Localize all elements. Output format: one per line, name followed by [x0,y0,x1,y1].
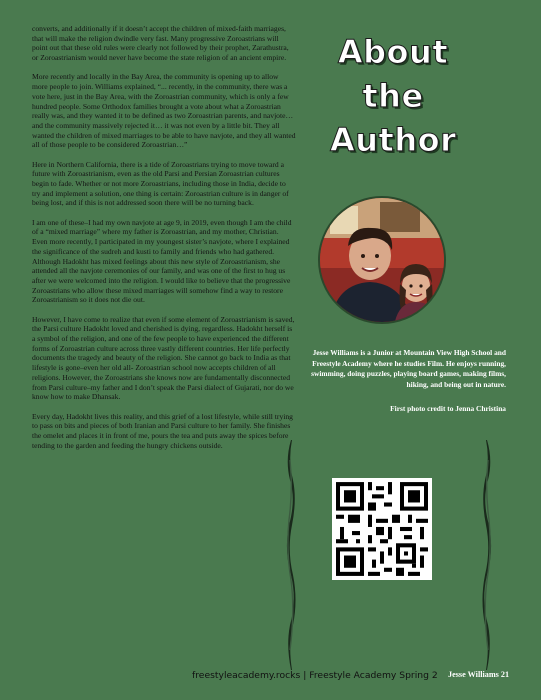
article-body [32,24,296,460]
photo-credit: First photo credit to Jenna Christina [390,404,506,413]
about-author-title [330,30,456,162]
article-paragraph: However, I have come to realize that even if some element of Zoroastrianism is saved, the Parsi culture Hadokht loved and cherished is dying, regardless. Hadokht herself is a symbol of the religion, and one of the few people to have experienced the different forms of Zoroastrian culture across three vastly different countries. Her life perfectly documents the tragedy and beauty of the religion. She cannot go back to India as that lifestyle is gone–even her old all- Zoroastrian school now accepts children of all religions. However, the Zoroastrians she knows now are fundamentally disconnected from Parsi culture–my father and I don’t speak the Parsi dialect of Gujarati, nor do we know how to make Dhansak. [32,314,295,402]
left-vine-decoration [284,440,298,670]
article-paragraph: Here in Northern California, there is a tide of Zoroastrians trying to move toward a future with Zoroastrianism, even as the old Parsi and Persian Zoroastrian cultures begin to fade. Whether or not more Zoroastrians, including those in India, decide to try and implement a solution, one thing is certain: Zoroastrian culture is in danger of being lost, and if this is not addressed soon there will be no turning back. [32,159,289,208]
footer-text: freestyleacademy.rocks | Freestyle Academy Spring 2 [192,670,438,681]
article-paragraph: More recently and locally in the Bay Area, the community is opening up to allow more people to join. Williams explained, “... recently, in the community, there was a vote here, just in the Bay Area, with the Zoroastrian community, which is only a few hundred people. Some Orthodox families brought a vote about what a Zoroastrian really was, and they wanted it to be defined as two Zoroastrian parents, and navjote…and the community massively rejected it… it was not even by a little bit. They all wanted the children of mixed marriages to be able to have navjote, and they all wanted all of those people to be considered Zoroastrian…” [32,72,296,150]
title-line: About [337,33,449,71]
right-vine-decoration [480,440,494,670]
article-paragraph: I am one of these–I had my own navjote at age 9, in 2019, even though I am the child of a “mixed marriage” where my father is Zoroastrian, and my mother, Christian. Even more recently, I participated in my youngest sister’s navjote, where I explained the significance of the sudreh and kusti to family and friends who had gathered. Although Hadokht has mixed feelings about this new style of Zoroastrianism, she attended all the navjote ceremonies of our family, and was one of the first to hug us after we were welcomed into the religion. I would like to believe that the progressive Zoroastrians who allow these mixed marriages will somehow find a way to restore Zoroastrianism so it does not die out. [32,217,292,305]
qr-code[interactable] [332,478,432,580]
footer-author-name: Jesse Williams 21 [448,670,510,679]
qr-code-icon [332,478,432,580]
title-line: the [362,77,424,115]
title-line: Author [330,121,457,159]
author-bio: Jesse Williams is a Junior at Mountain View High School and Freestyle Academy where he studies Film. He enjoys running, swimming, doing puzzles, playing board games, making films, hiking, and being out in nature. [311,348,506,389]
article-paragraph: Every day, Hadokht lives this reality, and this grief of a lost lifestyle, while still trying to pass on bits and pieces of both Iranian and Parsi culture to her family. She finishes the omelet and places it in front of me, pours the tea and puts away the spices before tending to the garden and feeding the hungry chickens outside. [32,411,293,450]
article-paragraph: converts, and additionally if it doesn’t accept the children of mixed-faith marriages, that will make the religion dwindle very fast. Many progressive Zoroastrians will point out that these old rules were clearly not followed by their prophet, Zarathustra, or Zoroastrianism would never have become the state religion of an ancient empire. [32,24,289,63]
author-photo [318,196,446,324]
author-photo-image [320,198,446,324]
